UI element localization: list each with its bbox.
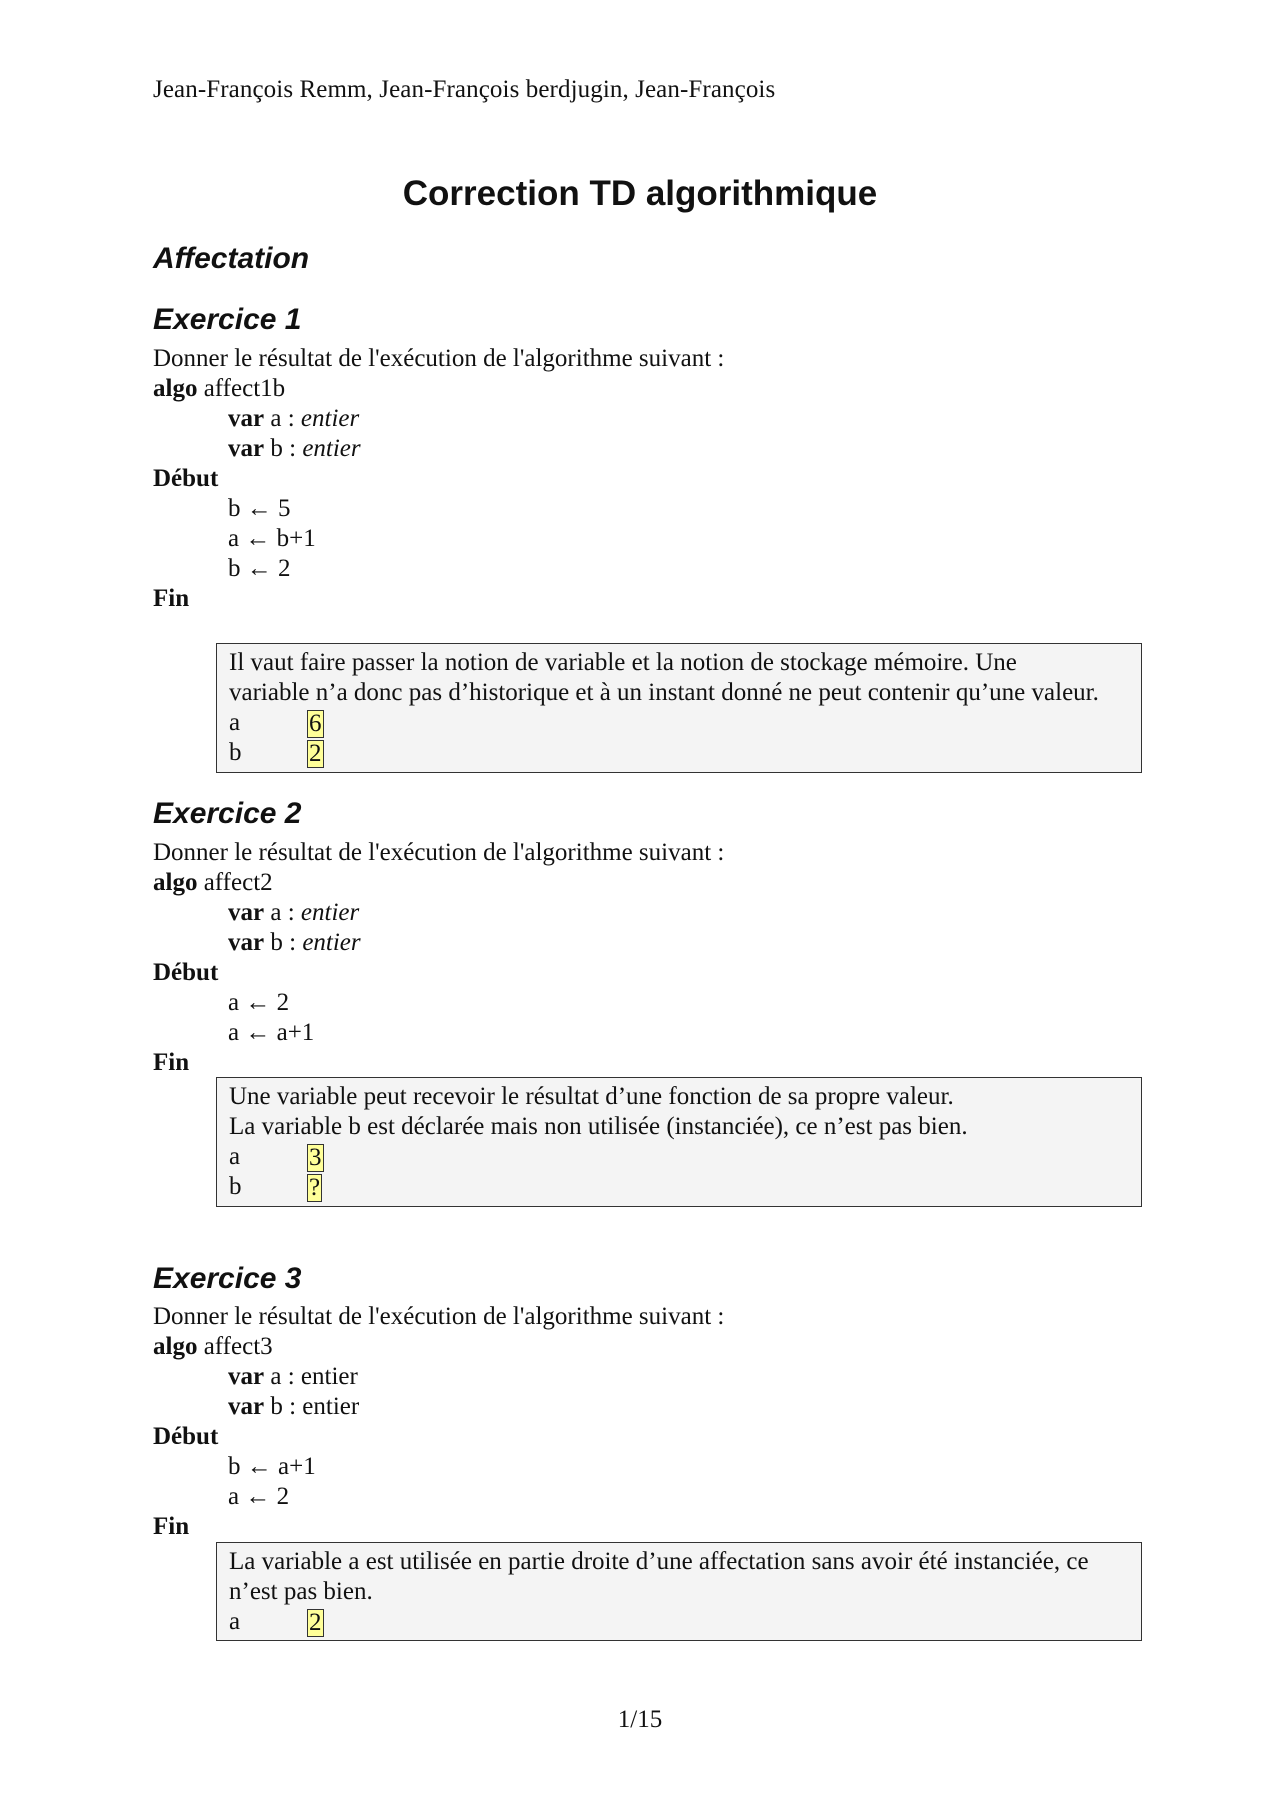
exercise-3-statement: a ← 2 bbox=[228, 1483, 290, 1510]
exercise-3-var-b bbox=[228, 1392, 359, 1422]
result-row bbox=[229, 738, 1129, 768]
result-variable: b bbox=[229, 1173, 242, 1200]
keyword-var: var bbox=[228, 929, 265, 956]
var-type: entier bbox=[300, 405, 360, 432]
exercise-3-prompt: Donner le résultat de l'exécution de l'algorithme suivant : bbox=[153, 1303, 725, 1330]
keyword-algo: algo bbox=[153, 375, 198, 402]
exercise-2-var-b bbox=[228, 928, 361, 958]
result-variable: a bbox=[229, 1143, 241, 1170]
var-decl: a : bbox=[270, 405, 301, 432]
keyword-var: var bbox=[228, 1393, 265, 1420]
exercise-1-algo-line bbox=[153, 374, 285, 404]
exercise-3-var-a bbox=[228, 1362, 358, 1392]
page-number: 1/15 bbox=[617, 1706, 663, 1733]
exercise-2-prompt: Donner le résultat de l'exécution de l'algorithme suivant : bbox=[153, 839, 725, 866]
exercise-2-statement: a ← 2 bbox=[228, 989, 290, 1016]
result-variable: a bbox=[229, 1608, 241, 1635]
exercise-3-correction-box bbox=[216, 1542, 1142, 1641]
result-variable: b bbox=[229, 739, 242, 766]
result-value: 2 bbox=[309, 740, 322, 767]
var-decl: b : bbox=[270, 929, 303, 956]
exercise-1-prompt: Donner le résultat de l'exécution de l'algorithme suivant : bbox=[153, 345, 725, 372]
var-decl: a : entier bbox=[270, 1363, 358, 1390]
var-type: entier bbox=[302, 929, 361, 956]
result-variable: a bbox=[229, 709, 241, 736]
keyword-var: var bbox=[228, 899, 265, 926]
algo-name: affect2 bbox=[203, 869, 273, 896]
correction-note-line: n’est pas bien. bbox=[229, 1578, 373, 1605]
keyword-algo: algo bbox=[153, 869, 198, 896]
exercise-1-debut: Début bbox=[153, 465, 219, 492]
exercise-3-algo-line bbox=[153, 1332, 273, 1362]
algo-name: affect1b bbox=[203, 375, 286, 402]
exercise-2-algo-line bbox=[153, 868, 273, 898]
result-value: ? bbox=[309, 1174, 321, 1201]
result-value: 3 bbox=[309, 1144, 322, 1171]
exercise-1-correction-box bbox=[216, 643, 1142, 773]
exercise-2-debut: Début bbox=[153, 959, 219, 986]
result-row bbox=[229, 1172, 1129, 1202]
exercise-3-debut: Début bbox=[153, 1423, 219, 1450]
var-type: entier bbox=[300, 899, 360, 926]
section-heading: Affectation bbox=[153, 242, 310, 275]
exercise-2-correction-box bbox=[216, 1077, 1142, 1207]
exercise-2-fin: Fin bbox=[153, 1049, 190, 1076]
keyword-var: var bbox=[228, 435, 265, 462]
document-title: Correction TD algorithmique bbox=[402, 174, 878, 213]
result-row bbox=[229, 1142, 1129, 1172]
correction-note-line: La variable a est utilisée en partie droite d’une affectation sans avoir été instanciée, ce bbox=[229, 1548, 1089, 1575]
var-decl: b : bbox=[270, 435, 303, 462]
correction-note-line: La variable b est déclarée mais non utilisée (instanciée), ce n’est pas bien. bbox=[229, 1113, 968, 1140]
keyword-algo: algo bbox=[153, 1333, 198, 1360]
exercise-2-heading: Exercice 2 bbox=[153, 797, 302, 830]
exercise-1-fin: Fin bbox=[153, 585, 190, 612]
correction-note-line: variable n’a donc pas d’historique et à un instant donné ne peut contenir qu’une valeur. bbox=[229, 679, 1099, 706]
page-header-authors: Jean-François Remm, Jean-François berdjugin, Jean-François bbox=[153, 76, 776, 103]
exercise-1-statement: a ← b+1 bbox=[228, 525, 316, 552]
result-value: 6 bbox=[309, 710, 322, 737]
keyword-var: var bbox=[228, 1363, 265, 1390]
var-decl: b : entier bbox=[270, 1393, 360, 1420]
exercise-1-statement: b ← 5 bbox=[228, 495, 291, 522]
algo-name: affect3 bbox=[203, 1333, 273, 1360]
exercise-1-var-b bbox=[228, 434, 361, 464]
result-row bbox=[229, 708, 1129, 738]
exercise-2-statement: a ← a+1 bbox=[228, 1019, 315, 1046]
keyword-var: var bbox=[228, 405, 265, 432]
exercise-3-statement: b ← a+1 bbox=[228, 1453, 316, 1480]
exercise-1-var-a bbox=[228, 404, 359, 434]
exercise-1-heading: Exercice 1 bbox=[153, 303, 302, 336]
correction-note-line: Une variable peut recevoir le résultat d’une fonction de sa propre valeur. bbox=[229, 1083, 954, 1110]
var-decl: a : bbox=[270, 899, 301, 926]
result-value: 2 bbox=[309, 1609, 322, 1636]
exercise-2-var-a bbox=[228, 898, 359, 928]
var-type: entier bbox=[302, 435, 361, 462]
exercise-3-heading: Exercice 3 bbox=[153, 1262, 302, 1295]
exercise-1-statement: b ← 2 bbox=[228, 555, 291, 582]
result-row bbox=[229, 1607, 1129, 1637]
exercise-3-fin: Fin bbox=[153, 1513, 190, 1540]
correction-note-line: Il vaut faire passer la notion de variable et la notion de stockage mémoire. Une bbox=[229, 649, 1017, 676]
